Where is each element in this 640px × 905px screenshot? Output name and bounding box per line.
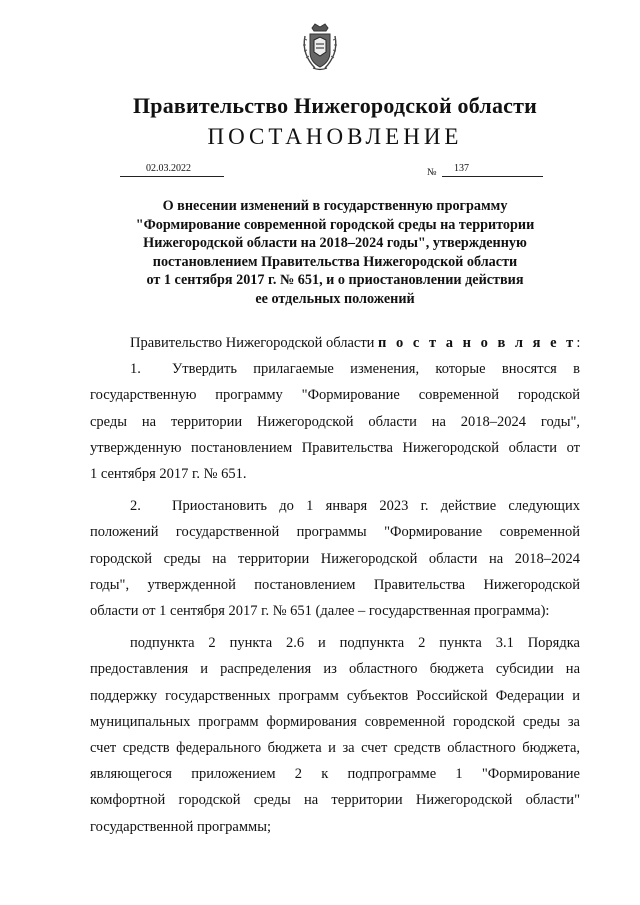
item-1-number: 1. xyxy=(130,361,141,378)
document-type: ПОСТАНОВЛЕНИЕ xyxy=(207,124,463,149)
intro-suffix: : xyxy=(576,335,581,351)
sub-item-line: государственной программы; xyxy=(90,818,271,835)
sub-item-line: счет средств федерального бюджета и за счет средств областного бюджета, xyxy=(90,740,580,757)
document-subject xyxy=(100,197,570,308)
sub-item xyxy=(90,630,580,840)
item-2-line: городской среды на территории Нижегородской области на 2018–2024 xyxy=(90,550,580,567)
item-2-line: 2. Приостановить до 1 января 2023 г. действие следующих xyxy=(90,493,580,519)
sub-item-line: комфортной городской среды на территории Нижегородской области" xyxy=(90,792,580,809)
item-1-line: 1 сентября 2017 г. № 651. xyxy=(90,466,247,483)
subject-line: "Формирование современной городской среды на территории xyxy=(135,216,535,233)
sub-item-line: предоставления и распределения из областного бюджета субсидии на xyxy=(90,661,580,678)
government-name: Правительство Нижегородской области xyxy=(132,93,537,118)
intro-keyword: п о с т а н о в л я е т xyxy=(378,335,577,351)
sub-item-line: муниципальных программ формирования современной городской среды за xyxy=(90,713,580,730)
item-1-line: государственную программу "Формирование современной городской xyxy=(90,387,580,404)
intro-prefix: Правительство Нижегородской области xyxy=(130,335,379,351)
item-2-line: области от 1 сентября 2017 г. № 651 (далее – государственная программа): xyxy=(90,603,550,620)
item-1-line: среды на территории Нижегородской области на 2018–2024 годы", xyxy=(90,413,580,430)
intro-paragraph xyxy=(90,330,580,356)
sub-item-line: подпункта 2 пункта 2.6 и подпункта 2 пункта 3.1 Порядка xyxy=(130,635,580,652)
item-1-line: 1. Утвердить прилагаемые изменения, которые вносятся в xyxy=(90,356,580,382)
number-sign: № xyxy=(427,167,437,178)
item-2 xyxy=(90,493,580,624)
subject-line: О внесении изменений в государственную программу xyxy=(162,198,508,214)
item-1 xyxy=(90,356,580,487)
item-2-number: 2. xyxy=(130,498,141,515)
subject-line: Нижегородской области на 2018–2024 годы", утвержденную xyxy=(143,235,527,251)
document-body xyxy=(90,330,580,840)
subject-line: от 1 сентября 2017 г. № 651, и о приостановлении действия xyxy=(146,272,524,288)
sub-item-line: поддержку государственных программ субъектов Российской Федерации и xyxy=(90,687,580,704)
item-2-line: годы", утвержденной постановлением Правительства Нижегородской xyxy=(90,576,580,593)
sub-item-line: являющегося приложением 2 к подпрограмме 1 "Формирование xyxy=(90,766,580,783)
document-date: 02.03.2022 xyxy=(120,162,224,177)
subject-line: ее отдельных положений xyxy=(255,290,415,307)
item-1-line: утвержденную постановлением Правительства Нижегородской области от xyxy=(90,439,580,456)
coat-of-arms-icon xyxy=(301,22,339,72)
document-number: 137 xyxy=(442,162,543,177)
item-2-line: положений государственной программы "Формирование современной xyxy=(90,524,580,541)
subject-line: постановлением Правительства Нижегородской области xyxy=(152,253,518,270)
